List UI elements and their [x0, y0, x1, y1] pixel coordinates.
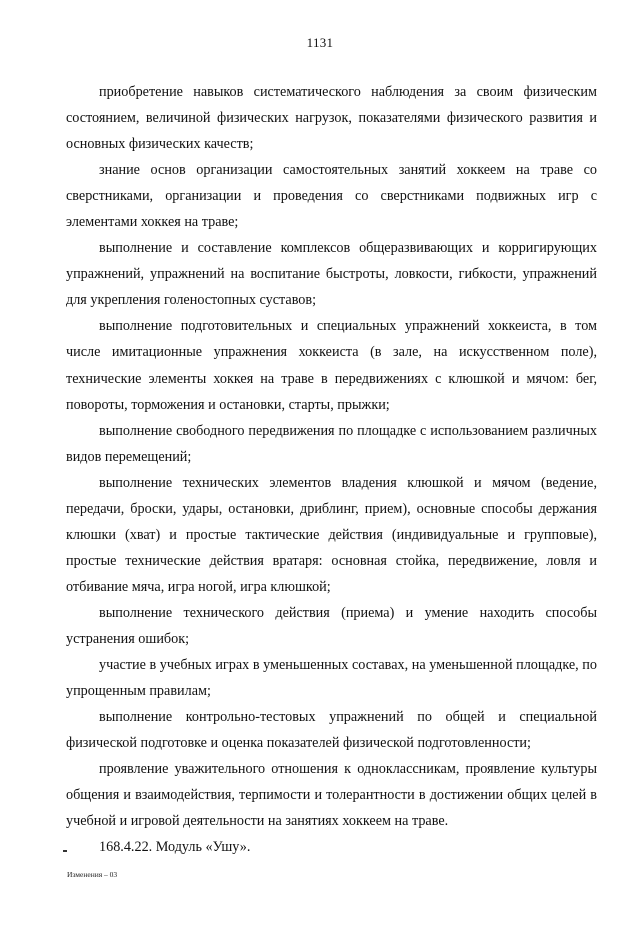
document-body	[66, 79, 597, 860]
paragraph: знание основ организации самостоятельных занятий хоккеем на траве со сверстниками, организации и проведения со сверстниками подвижных игр с элементами хоккея на траве;	[66, 162, 597, 231]
paragraph: участие в учебных играх в уменьшенных составах, на уменьшенной площадке, по упрощенным правилам;	[66, 657, 597, 700]
paragraph: приобретение навыков систематического наблюдения за своим физическим состоянием, величиной физических нагрузок, показателями физического развития и основных физических качеств;	[66, 84, 597, 153]
footer-changes-note: Изменения – 03	[67, 870, 118, 879]
section-heading: 168.4.22. Модуль «Ушу».	[99, 839, 251, 856]
paragraph: выполнение технического действия (приема) и умение находить способы устранения ошибок;	[66, 604, 597, 647]
margin-mark	[63, 850, 67, 852]
paragraph: выполнение контрольно-тестовых упражнений по общей и специальной физической подготовке и оценка показателей физической подготовленности;	[66, 709, 597, 752]
paragraph: выполнение технических элементов владения клюшкой и мячом (ведение, передачи, броски, удары, остановки, дриблинг, прием), основные способы держания клюшки (хват) и простые тактические действия (индивидуальные и групповые), простые технические действия вратаря: основная стойка, передвижение, ловля и отбивание мяча, игра ногой, игра клюшкой;	[66, 474, 597, 595]
paragraph: выполнение подготовительных и специальных упражнений хоккеиста, в том числе имитационные упражнения хоккеиста (в зале, на искусственном поле), технические элементы хоккея на траве в передвижениях с клюшкой и мячом: бег, повороты, торможения и остановки, старты, прыжки;	[66, 318, 597, 413]
paragraph: выполнение и составление комплексов общеразвивающих и корригирующих упражнений, упражнений на воспитание быстроты, ловкости, гибкости, упражнений для укрепления голеностопных суставов;	[66, 240, 597, 309]
paragraph: выполнение свободного передвижения по площадке с использованием различных видов перемещений;	[66, 422, 597, 465]
page-number: 1131	[306, 35, 334, 50]
paragraph: проявление уважительного отношения к одноклассникам, проявление культуры общения и взаимодействия, терпимости и толерантности в достижении общих целей в учебной и игровой деятельности на занятиях хоккеем на траве.	[66, 761, 597, 830]
